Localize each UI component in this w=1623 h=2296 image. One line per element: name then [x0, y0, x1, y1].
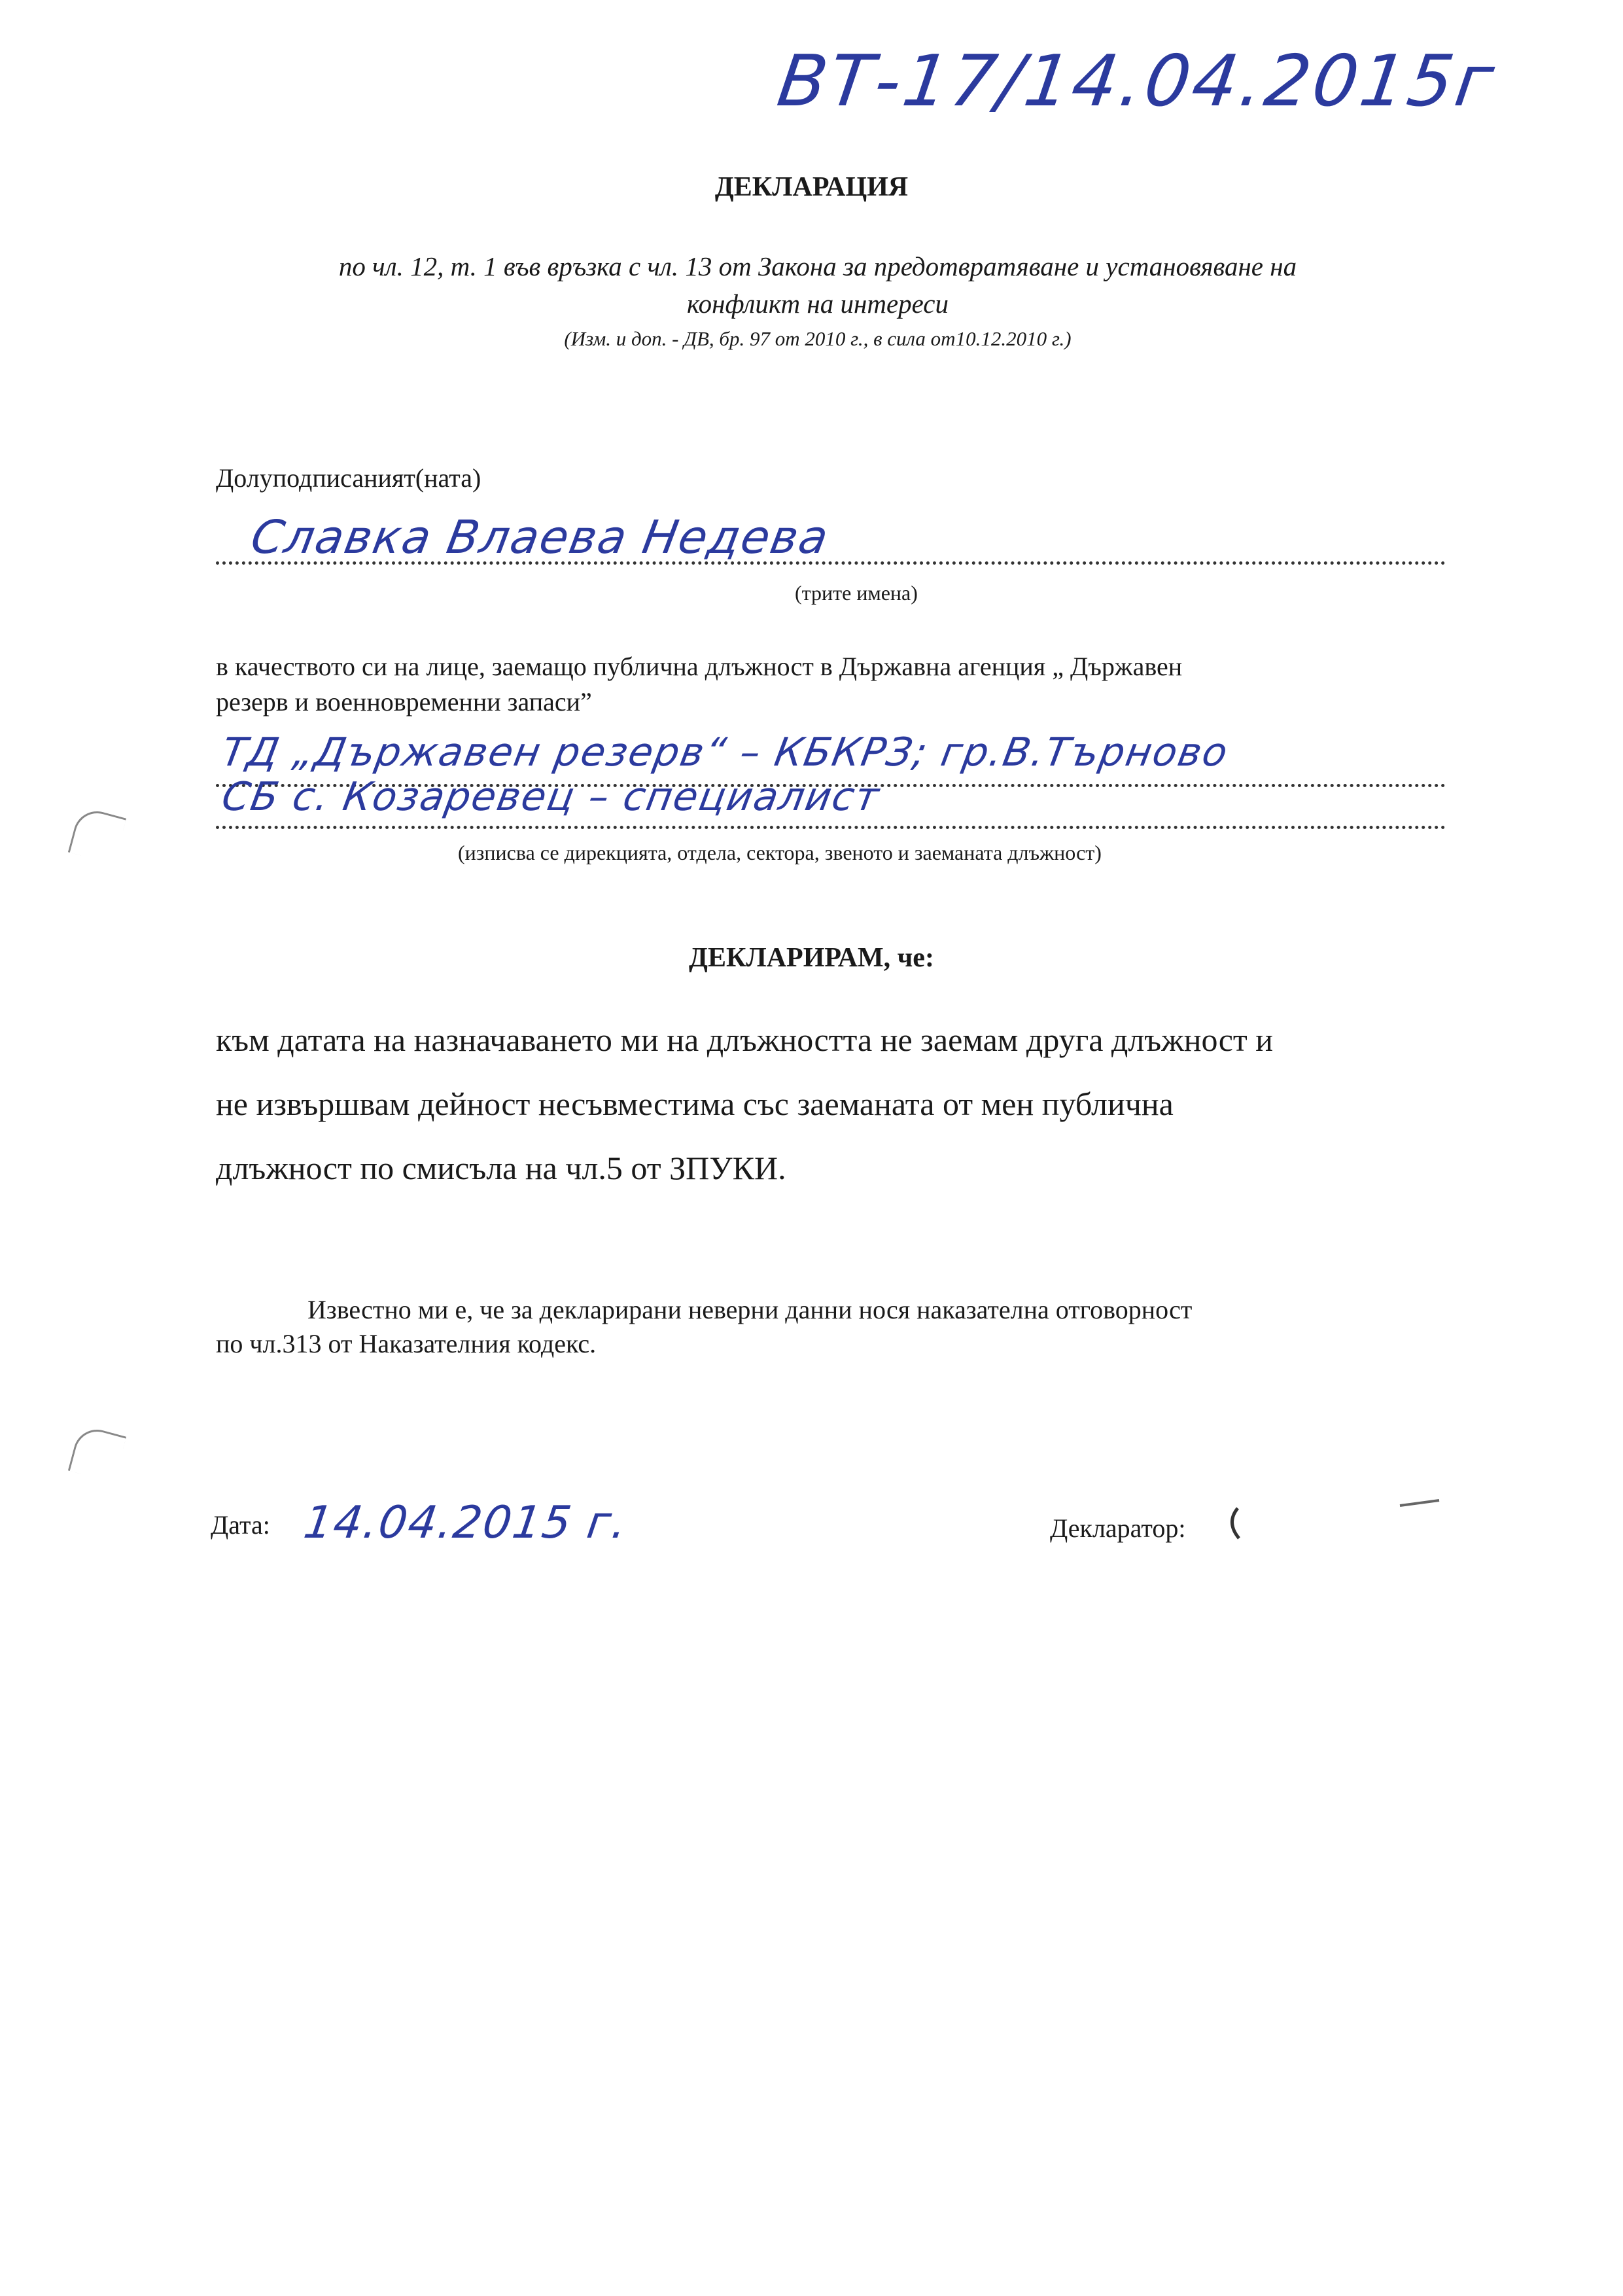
position-handwritten-line-2: СБ с. Козаревец – специалист [218, 774, 884, 820]
position-caption: (изписва се дирекцията, отдела, сектора, звеното и заеманата длъжност) [458, 841, 1102, 864]
statement-line-1: към датата на назначаването ми на длъжността не заемам друга длъжност и [216, 1021, 1273, 1058]
awareness-line-1: Известно ми е, че за декларирани неверни данни нося наказателна отговорност [307, 1295, 1193, 1324]
awareness-line-2: по чл.313 от Наказателния кодекс. [216, 1329, 597, 1358]
undersigned-label: Долуподписаният(ната) [216, 463, 481, 493]
amendment-note: (Изм. и доп. - ДВ, бр. 97 от 2010 г., в сила от10.12.2010 г.) [564, 327, 1072, 350]
document-title: ДЕКЛАРАЦИЯ [714, 172, 909, 202]
position-dotted-line-2 [216, 826, 1446, 829]
subtitle-line-1: по чл. 12, т. 1 във връзка с чл. 13 от Закона за предотвратяване и установяване на [338, 251, 1297, 281]
position-intro-line-1: в качеството си на лице, заемащо публична длъжност в Държавна агенция „ Държавен [216, 652, 1183, 681]
punch-hole-mark-1 [68, 806, 126, 864]
punch-hole-mark-2 [68, 1424, 126, 1483]
signature-mark [1223, 1495, 1446, 1554]
statement-line-3: длъжност по смисъла на чл.5 от ЗПУКИ. [216, 1150, 786, 1186]
full-name-handwritten: Славка Влаева Недева [247, 510, 833, 564]
declarant-label: Декларатор: [1050, 1513, 1186, 1543]
position-handwritten-line-1: ТД „Държавен резерв“ – КБКРЗ; гр.В.Търново [218, 730, 1232, 775]
declare-heading: ДЕКЛАРИРАМ, че: [689, 943, 934, 973]
position-intro-line-2: резерв и военновременни запаси” [216, 687, 592, 716]
date-label: Дата: [211, 1510, 270, 1540]
registration-stamp: ВТ-17/14.04.2015г [773, 41, 1501, 122]
full-name-caption: (трите имена) [795, 581, 918, 605]
statement-line-2: не извършвам дейност несъвместима със заеманата от мен публична [216, 1086, 1174, 1122]
date-handwritten: 14.04.2015 г. [300, 1497, 631, 1549]
subtitle-line-2: конфликт на интереси [686, 289, 949, 319]
